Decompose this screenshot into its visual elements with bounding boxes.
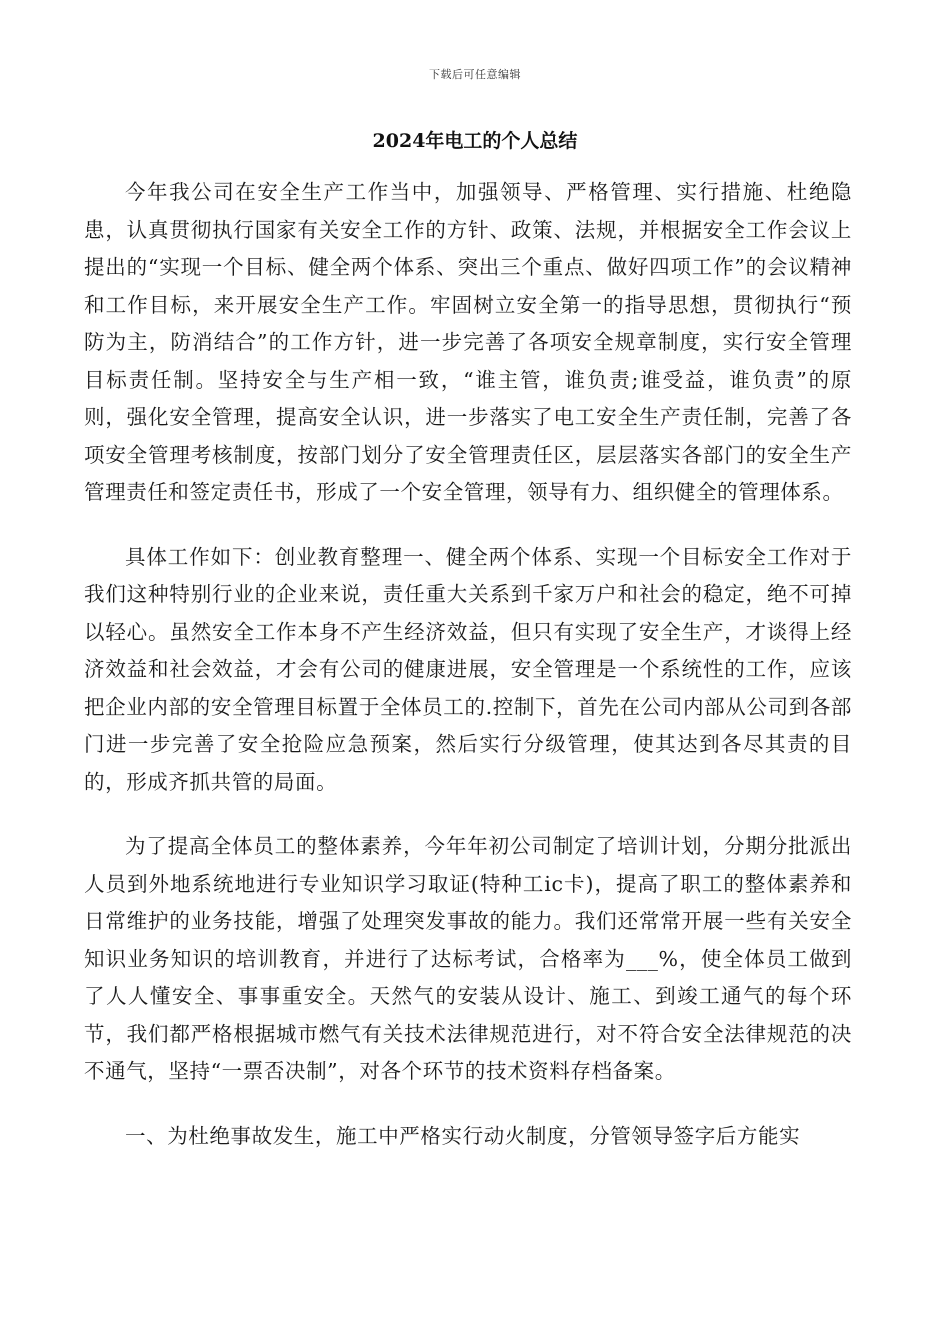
paragraph-training: 为了提高全体员工的整体素养，今年年初公司制定了培训计划，分期分批派出人员到外地系统地进行专业知识学习取证(特种工ic卡)，提高了职工的整体素养和日常维护的业务技能，增强了处理突发事故的能力。我们还常常开展一些有关安全知识业务知识的培训教育，并进行了达标考试，合格率为___%，使全体员工做到了人人懂安全、事事重安全。天然气的安装从设计、施工、到竣工通气的每个环节，我们都严格根据城市燃气有关技术法律规范进行，对不符合安全法律规范的决不通气，坚持“一票否决制”，对各个环节的技术资料存档备案。 <box>84 834 852 1083</box>
download-note: 下载后可任意编辑 <box>429 68 521 81</box>
paragraph-specific-work: 具体工作如下：创业教育整理一、健全两个体系、实现一个目标安全工作对于我们这种特别行业的企业来说，责任重大关系到千家万户和社会的稳定，绝不可掉以轻心。虽然安全工作本身不产生经济效益，但只有实现了安全生产，才谈得上经济效益和社会效益，才会有公司的健康进展，安全管理是一个系统性的工作，应该把企业内部的安全管理目标置于全体员工的.控制下，首先在公司内部从公司到各部门进一步完善了安全抢险应急预案，然后实行分级管理，使其达到各尽其责的目的，形成齐抓共管的局面。 <box>84 544 852 794</box>
document-body <box>84 174 852 1155</box>
document-title: 2024年电工的个人总结 <box>372 130 578 152</box>
paragraph-safety-overview: 今年我公司在安全生产工作当中，加强领导、严格管理、实行措施、杜绝隐患，认真贯彻执行国家有关安全工作的方针、政策、法规，并根据安全工作会议上提出的“实现一个目标、健全两个体系、突出三个重点、做好四项工作”的会议精神和工作目标，来开展安全生产工作。牢固树立安全第一的指导思想，贯彻执行“预防为主，防消结合”的工作方针，进一步完善了各项安全规章制度，实行安全管理目标责任制。坚持安全与生产相一致，“谁主管，谁负责;谁受益，谁负责”的原则，强化安全管理，提高安全认识，进一步落实了电工安全生产责任制，完善了各项安全管理考核制度，按部门划分了安全管理责任区，层层落实各部门的安全生产管理责任和签定责任书，形成了一个安全管理，领导有力、组织健全的管理体系。 <box>84 180 852 504</box>
paragraph-fire-control: 一、为杜绝事故发生，施工中严格实行动火制度，分管领导签字后方能实 <box>125 1123 801 1148</box>
